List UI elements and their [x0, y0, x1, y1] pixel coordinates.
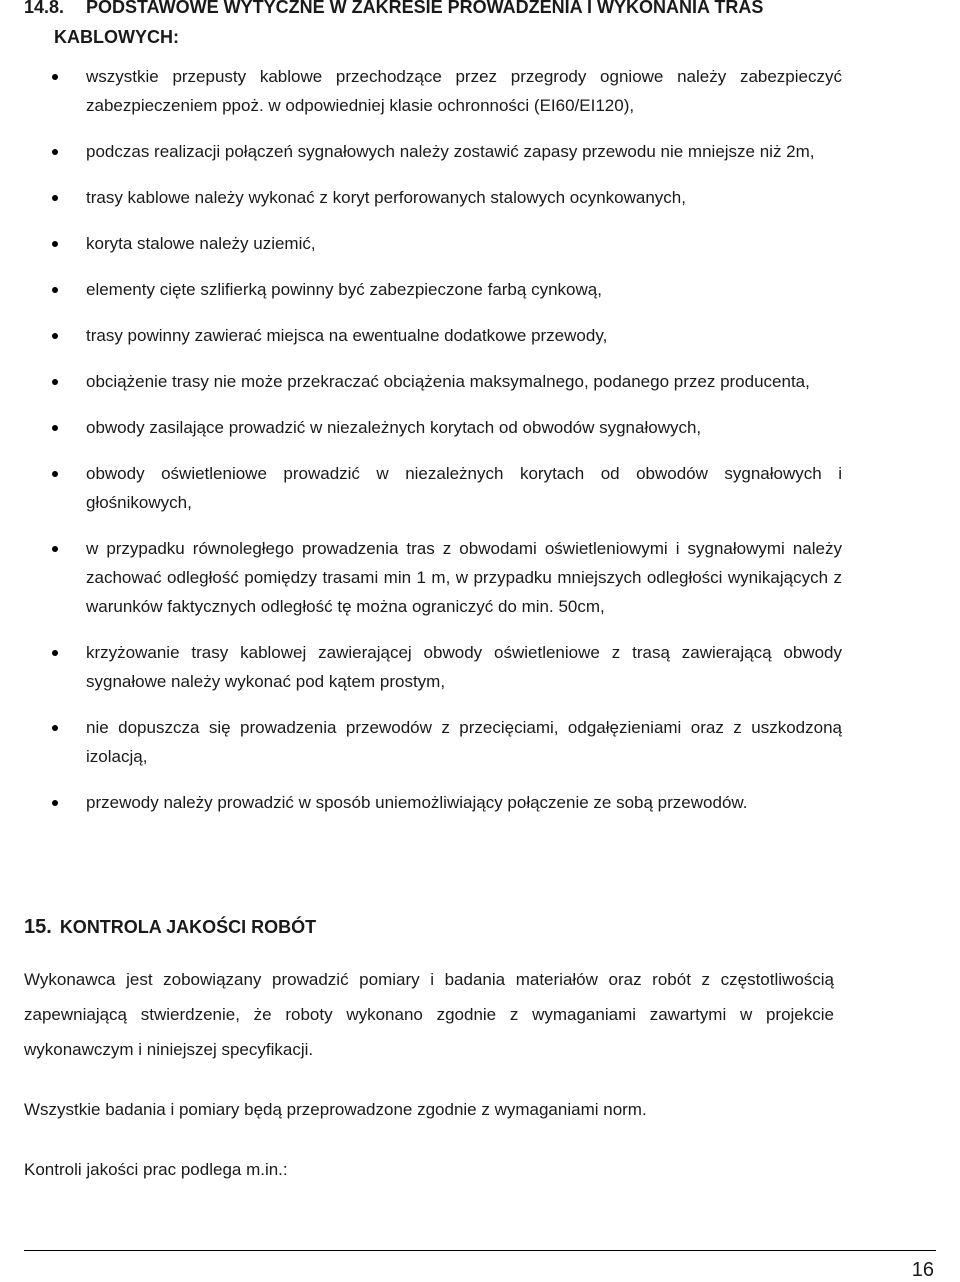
list-item: w przypadku równoległego prowadzenia tras z obwodami oświetleniowymi i sygnałowymi należy zachować odległość pomiędzy trasami min 1 m, w przypadku mniejszych odległości wynikających z warunków faktycznych odległość tę można ograniczyć do min. 50cm,	[52, 534, 842, 621]
list-item: podczas realizacji połączeń sygnałowych należy zostawić zapasy przewodu nie mniejsze niż 2m,	[52, 137, 842, 166]
list-item: obwody zasilające prowadzić w niezależnych korytach od obwodów sygnałowych,	[52, 413, 842, 442]
section-15-heading	[24, 913, 316, 941]
section-title-line-2: KABLOWYCH:	[54, 27, 179, 47]
quality-control-scope-paragraph: Kontroli jakości prac podlega m.in.:	[24, 1160, 288, 1179]
quality-control-paragraph: Wykonawca jest zobowiązany prowadzić pomiary i badania materiałów oraz robót z częstotliwością zapewniającą stwierdzenie, że roboty wykonano zgodnie z wymaganiami zawartymi w projekcie wykonawczym i niniejszej specyfikacji.	[24, 970, 834, 1059]
footer-divider	[24, 1250, 936, 1251]
section-number: 14.8.	[24, 0, 65, 17]
cable-route-guidelines-list	[52, 62, 842, 834]
list-item: przewody należy prowadzić w sposób uniemożliwiający połączenie ze sobą przewodów.	[52, 788, 842, 817]
list-item: koryta stalowe należy uziemić,	[52, 229, 842, 258]
section-14-8-heading	[24, 0, 924, 52]
list-item: wszystkie przepusty kablowe przechodzące przez przegrody ogniowe należy zabezpieczyć zabezpieczeniem ppoż. w odpowiedniej klasie ochronności (EI60/EI120),	[52, 62, 842, 120]
norms-paragraph: Wszystkie badania i pomiary będą przeprowadzone zgodnie z wymaganiami norm.	[24, 1100, 647, 1119]
list-item: elementy cięte szlifierką powinny być zabezpieczone farbą cynkową,	[52, 275, 842, 304]
section-number: 15.	[24, 916, 52, 938]
list-item: trasy powinny zawierać miejsca na ewentualne dodatkowe przewody,	[52, 321, 842, 350]
list-item: nie dopuszcza się prowadzenia przewodów z przecięciami, odgałęzieniami oraz z uszkodzoną izolacją,	[52, 713, 842, 771]
list-item: krzyżowanie trasy kablowej zawierającej obwody oświetleniowe z trasą zawierającą obwody sygnałowe należy wykonać pod kątem prostym,	[52, 638, 842, 696]
list-item: trasy kablowe należy wykonać z koryt perforowanych stalowych ocynkowanych,	[52, 183, 842, 212]
section-title: KONTROLA JAKOŚCI ROBÓT	[59, 917, 317, 937]
list-item: obwody oświetleniowe prowadzić w niezależnych korytach od obwodów sygnałowych i głośnikowych,	[52, 459, 842, 517]
section-title-line-1: PODSTAWOWE WYTYCZNE W ZAKRESIE PROWADZENIA I WYKONANIA TRAS	[86, 0, 764, 17]
list-item: obciążenie trasy nie może przekraczać obciążenia maksymalnego, podanego przez producenta,	[52, 367, 842, 396]
page-number: 16	[911, 1259, 934, 1281]
